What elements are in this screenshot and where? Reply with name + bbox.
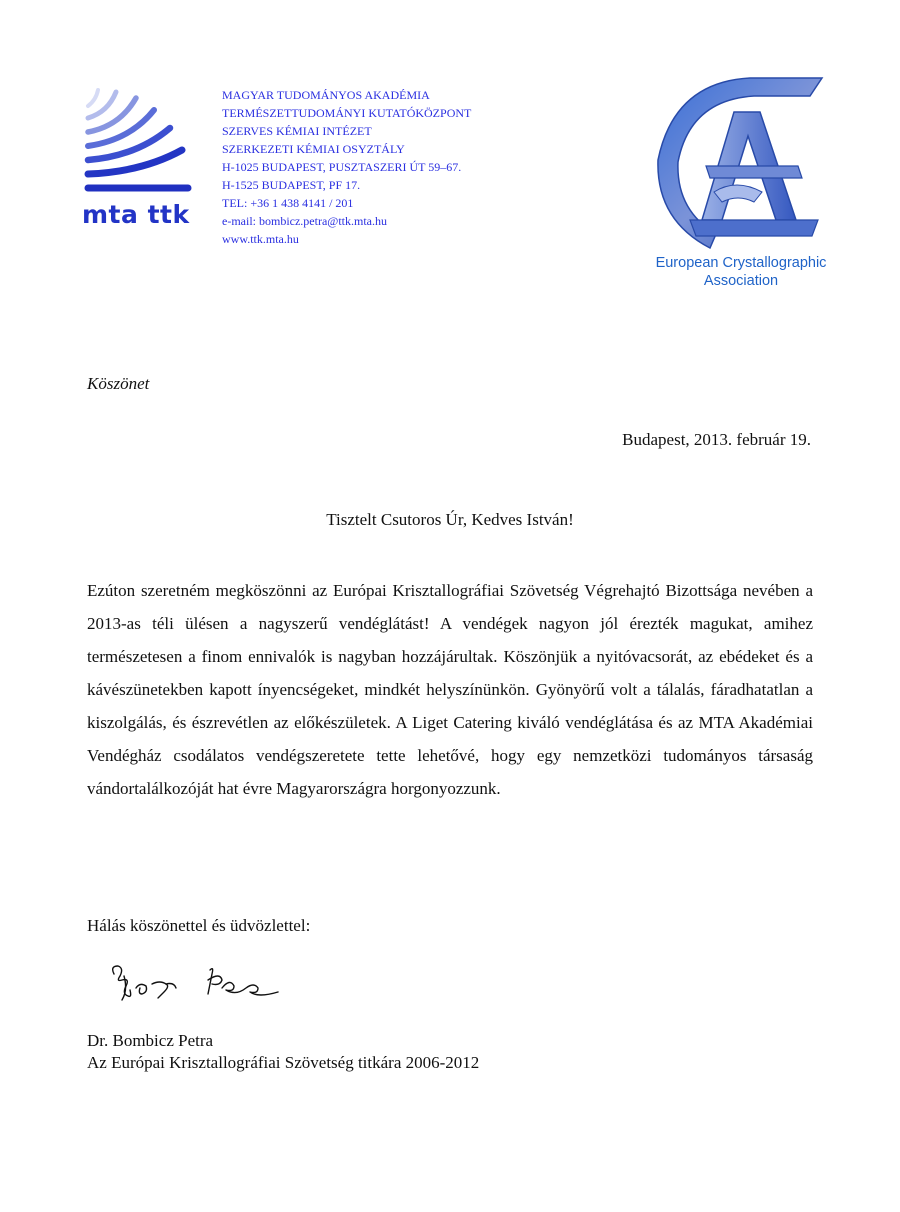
letter-closing: Hálás köszönettel és üdvözlettel: (87, 916, 311, 935)
signer-title: Az Európai Krisztallográfiai Szövetség titkára 2006-2012 (87, 1053, 480, 1072)
letter-body: Ezúton szeretném megköszönni az Európai Krisztallográfiai Szövetség Végrehajtó Bizottsága nevében a 2013-as téli ülésen a nagyszerű vendéglátást! A vendégek nagyon jól érezték magukat, amihez természetesen a finom ennivalók is nagyban hozzájárultak. Köszönjük a nyitóvacsorát, az ebédeket és a kávészünetekben kapott ínyencségeket, mindkét helyszínünkön. Gyönyörű volt a tálalás, fáradhatatlan a kiszolgálás, és észrevétlen az előkészületek. A Liget Catering kiváló vendéglátása és az MTA Akadémiai Vendégház csodálatos vendégszeretete tette lehetővé, hogy egy nemzetközi tudományos társaság vándortalálkozóját hat évre Magyarországra horgonyozzunk. (87, 581, 813, 798)
institute-address (222, 86, 471, 248)
handwritten-signature (108, 960, 288, 1008)
address-line: H-1025 BUDAPEST, PUSZTASZERI ÚT 59–67. (222, 160, 462, 174)
address-line: TEL: +36 1 438 4141 / 201 (222, 196, 354, 210)
address-line: SZERVES KÉMIAI INTÉZET (222, 124, 372, 138)
signer-name: Dr. Bombicz Petra (87, 1031, 214, 1050)
signature-icon (108, 960, 288, 1008)
address-line: H-1525 BUDAPEST, PF 17. (222, 178, 361, 192)
letter-date: Budapest, 2013. február 19. (622, 430, 811, 449)
email-line: e-mail: bombicz.petra@ttk.mta.hu (222, 214, 387, 228)
mta-ttk-logo-text: mta ttk (82, 200, 190, 229)
mta-ttk-logo (82, 88, 194, 228)
eca-emblem-icon (650, 70, 830, 255)
eca-name-line: European Crystallographic (655, 255, 827, 271)
signer-block (87, 1030, 479, 1074)
eca-name (630, 254, 852, 290)
eca-name-line: Association (703, 273, 779, 289)
website-line: www.ttk.mta.hu (222, 232, 299, 246)
address-line: SZERKEZETI KÉMIAI OSYZTÁLY (222, 142, 405, 156)
mta-ttk-wave-icon (82, 88, 194, 196)
letter-subject: Köszönet (87, 374, 150, 393)
letter-salutation: Tisztelt Csutoros Úr, Kedves István! (326, 510, 574, 529)
address-line: MAGYAR TUDOMÁNYOS AKADÉMIA (222, 88, 430, 102)
eca-logo (650, 70, 830, 255)
address-line: TERMÉSZETTUDOMÁNYI KUTATÓKÖZPONT (222, 106, 472, 120)
